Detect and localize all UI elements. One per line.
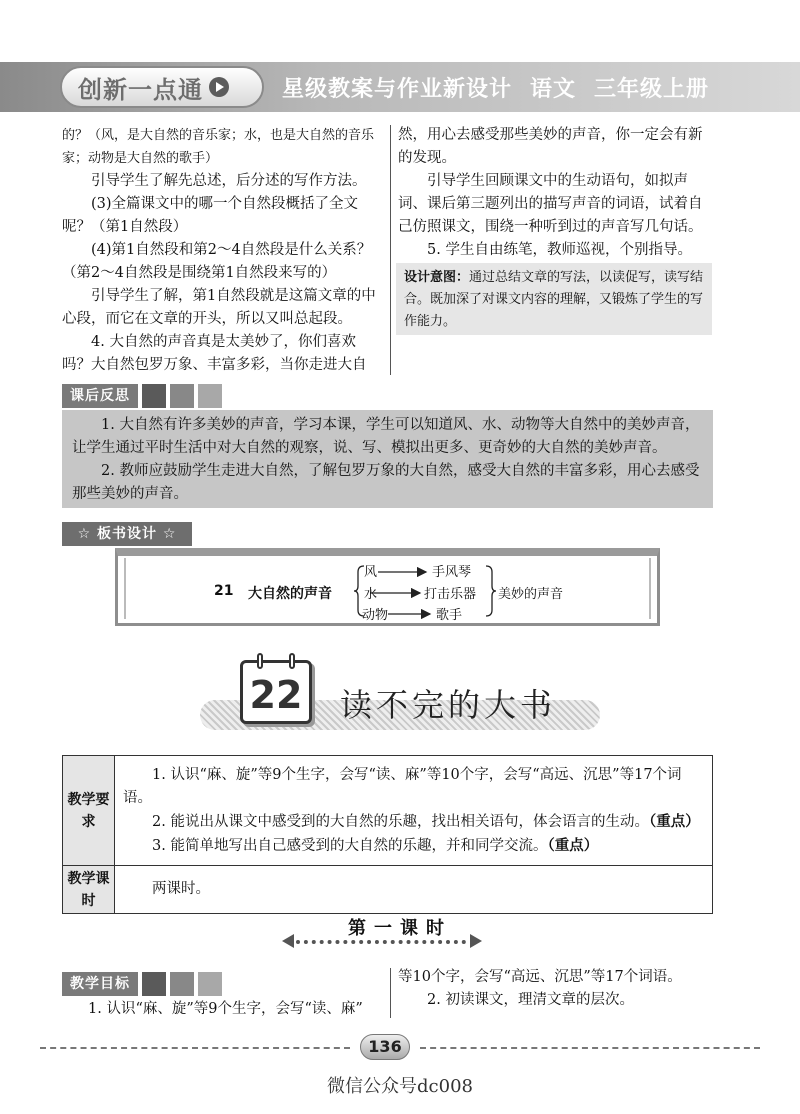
column-divider xyxy=(390,968,391,1018)
paragraph: 引导学生了解先总述，后分述的写作方法。 xyxy=(91,173,367,189)
tab-decoration xyxy=(198,972,222,996)
board-row-right: 手风琴 xyxy=(432,565,472,580)
paragraph: 的？（风，是大自然的音乐家；水，也是大自然的音乐家；动物是大自然的歌手） xyxy=(62,128,375,166)
right-column xyxy=(398,124,714,262)
requirement-item: 2. 能说出从课文中感受到的大自然的乐趣，找出相关语句，体会语言的生动。 xyxy=(152,813,649,830)
reflection-item: 2. 教师应鼓励学生走进大自然，了解包罗万象的大自然，感受大自然的丰富多彩，用心去感受那些美妙的声音。 xyxy=(72,463,700,502)
board-row-left: 水 xyxy=(364,587,378,602)
brand-name: 创新一点通 xyxy=(78,75,203,104)
paragraph: 4. 大自然的声音真是太美妙了，你们喜欢吗？大自然包罗万象、丰富多彩，当你走进大自 xyxy=(62,334,367,373)
hours-text: 两课时。 xyxy=(152,881,210,897)
board-row-right: 打击乐器 xyxy=(424,587,477,602)
board-design-tab: ☆ 板书设计 ☆ xyxy=(62,522,192,546)
tab-decoration xyxy=(198,384,222,408)
board-row-right: 歌手 xyxy=(436,608,463,623)
tab-decoration xyxy=(142,972,166,996)
design-intent-label: 设计意图： xyxy=(404,270,470,285)
blackboard xyxy=(115,548,660,626)
left-column xyxy=(62,124,380,377)
board-lesson-title: 大自然的声音 xyxy=(248,586,332,602)
column-divider xyxy=(390,125,391,375)
objective-item: 等10个字，会写“高远、沉思”等17个词语。 xyxy=(398,969,682,985)
grade-label: 三年级上册 xyxy=(594,77,710,102)
paragraph: 引导学生回顾课文中的生动语句，如拟声词、课后第三题列出的描写声音的词语，试着自己仿照课文，围绕一种听到过的声音写几句话。 xyxy=(398,173,703,235)
key-point-badge: （重点） xyxy=(547,836,599,854)
objectives-right xyxy=(398,966,714,1012)
calendar-ring xyxy=(289,653,295,669)
objective-item: 1. 认识“麻、旋”等9个生字，会写“读、麻” xyxy=(88,1001,363,1017)
requirements-content xyxy=(115,756,713,866)
hours-label: 教学课时 xyxy=(63,866,115,914)
requirements-label: 教学要求 xyxy=(63,756,115,866)
objectives-label: 教学目标 xyxy=(62,972,138,996)
book-title: 星级教案与作业新设计 xyxy=(282,77,513,102)
subject-label: 语文 xyxy=(530,77,577,102)
objectives-tab xyxy=(62,972,222,996)
watermark: 微信公众号dc008 xyxy=(327,1076,473,1097)
lesson-number: 22 xyxy=(249,673,303,717)
footer-line xyxy=(420,1047,760,1049)
period-title: 第一课时 xyxy=(348,918,452,939)
tab-decoration xyxy=(170,384,194,408)
calendar-icon xyxy=(240,660,312,724)
board-row-left: 风 xyxy=(364,565,378,580)
paragraph: (4)第1自然段和第2～4自然段是什么关系？（第2～4自然段是围绕第1自然段来写的） xyxy=(62,242,372,281)
lesson-title: 读不完的大书 xyxy=(340,686,557,724)
tab-decoration xyxy=(142,384,166,408)
play-icon xyxy=(209,77,229,97)
requirement-item: 3. 能简单地写出自己感受到的大自然的乐趣，并和同学交流。 xyxy=(152,837,548,854)
objective-item: 2. 初读课文，理清文章的层次。 xyxy=(427,992,634,1008)
hours-content xyxy=(115,866,713,914)
footer-line xyxy=(40,1047,350,1049)
board-lesson-number: 21 xyxy=(214,583,234,599)
brand-badge xyxy=(60,66,264,108)
reflection-box xyxy=(62,410,713,508)
design-intent-text: 通过总结文章的写法，以读促写，读写结合。既加深了对课文内容的理解，又锻炼了学生的写作能力。 xyxy=(404,270,704,329)
paragraph: 然，用心去感受那些美妙的声音，你一定会有新的发现。 xyxy=(398,127,703,166)
paragraph: (3)全篇课文中的哪一个自然段概括了全文呢？（第1自然段） xyxy=(62,196,359,235)
calendar-ring xyxy=(257,653,263,669)
header-title xyxy=(282,72,727,103)
reflection-tab xyxy=(62,384,222,408)
design-intent-box xyxy=(396,263,712,335)
key-point-badge: （重点） xyxy=(648,812,700,830)
requirements-table xyxy=(62,755,713,914)
paragraph: 5. 学生自由练笔，教师巡视，个别指导。 xyxy=(427,242,692,258)
reflection-item: 1. 大自然有许多美妙的声音，学习本课，学生可以知道风、水、动物等大自然中的美妙声音，让学生通过平时生活中对大自然的观察，说、写、模拟出更多、更奇妙的大自然的美妙声音。 xyxy=(72,417,700,456)
tab-decoration xyxy=(170,972,194,996)
dotted-divider xyxy=(296,940,466,946)
arrow-left-icon xyxy=(282,934,294,948)
board-summary: 美妙的声音 xyxy=(498,587,564,602)
paragraph: 引导学生了解，第1自然段就是这篇文章的中心段，而它在文章的开头，所以又叫总起段。 xyxy=(62,288,376,327)
board-diagram xyxy=(126,558,655,620)
page-number: 136 xyxy=(360,1034,410,1060)
reflection-label: 课后反思 xyxy=(62,384,138,408)
arrow-right-icon xyxy=(470,934,482,948)
board-row-left: 动物 xyxy=(362,608,389,623)
requirement-item: 1. 认识“麻、旋”等9个生字，会写“读、麻”等10个字，会写“高远、沉思”等17个词语。 xyxy=(123,766,682,806)
blackboard-inner xyxy=(124,558,651,623)
